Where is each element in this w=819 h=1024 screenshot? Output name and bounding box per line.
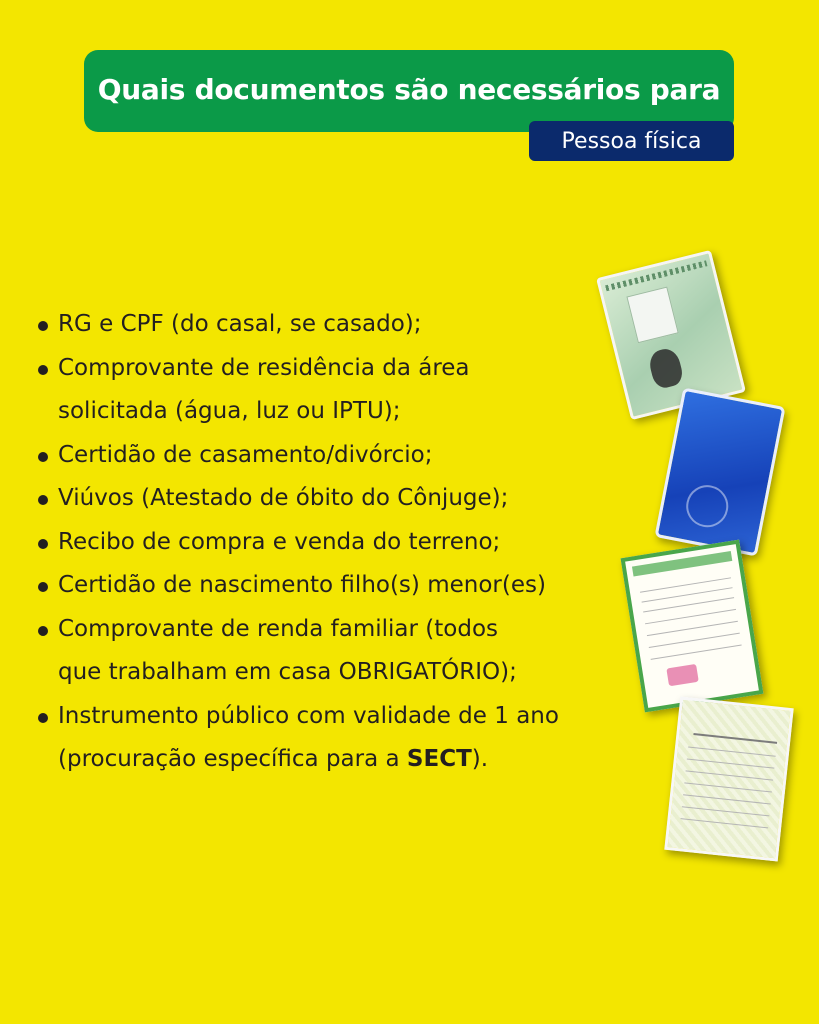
list-item-continuation: solicitada (água, luz ou IPTU); [58,398,401,424]
text-line [647,621,738,636]
list-item-text: Recibo de compra e venda do terreno; [58,528,501,555]
certificate-title-bar [693,723,778,744]
list-item [36,303,626,347]
text-line [688,747,776,757]
list-item [36,434,626,478]
sect-suffix: ). [471,746,489,772]
list-item [36,477,626,521]
photo-placeholder [626,286,678,343]
list-item [36,608,626,695]
card-stripe [605,260,707,291]
list-item [36,521,626,565]
certificate-header-bar [632,551,732,577]
list-item [36,564,626,608]
list-item-text: Comprovante de residência da área [58,354,470,381]
requirements-list [36,303,626,782]
sect-prefix: (procuração específica para a [58,746,407,772]
text-line [682,806,770,816]
list-item-text: Certidão de nascimento filho(s) menor(es) [58,572,546,598]
seal-icon [683,482,732,531]
fingerprint-icon [647,346,685,390]
birth-certificate-image [664,696,793,861]
list-item [36,695,626,782]
list-item-text: Comprovante de renda familiar (todos [58,615,499,642]
text-line [649,633,740,648]
list-item-text: Certidão de casamento/divórcio; [58,441,433,468]
sect-acronym: SECT [406,746,472,772]
list-item-continuation: que trabalham em casa OBRIGATÓRIO); [58,659,517,685]
page-title: Quais documentos são necessários para [97,72,721,106]
subtitle-tag [529,121,734,161]
list-item-text: RG e CPF (do casal, se casado); [58,311,422,337]
list-item-text: Viúvos (Atestado de óbito do Cônjuge); [58,485,509,511]
text-line [645,609,736,624]
page-subtitle: Pessoa física [561,128,702,154]
text-line [683,794,771,804]
list-item-text: Instrumento público com validade de 1 ano [58,702,559,729]
list-item-continuation [58,738,626,782]
list-item [36,347,626,434]
stamp-icon [666,664,698,686]
title-banner [84,50,734,132]
text-line [681,818,769,828]
text-line [686,770,774,780]
text-line [687,758,775,768]
cpf-card-image [654,387,785,556]
text-line [684,782,772,792]
text-line [651,644,742,659]
marriage-certificate-image [621,540,764,713]
